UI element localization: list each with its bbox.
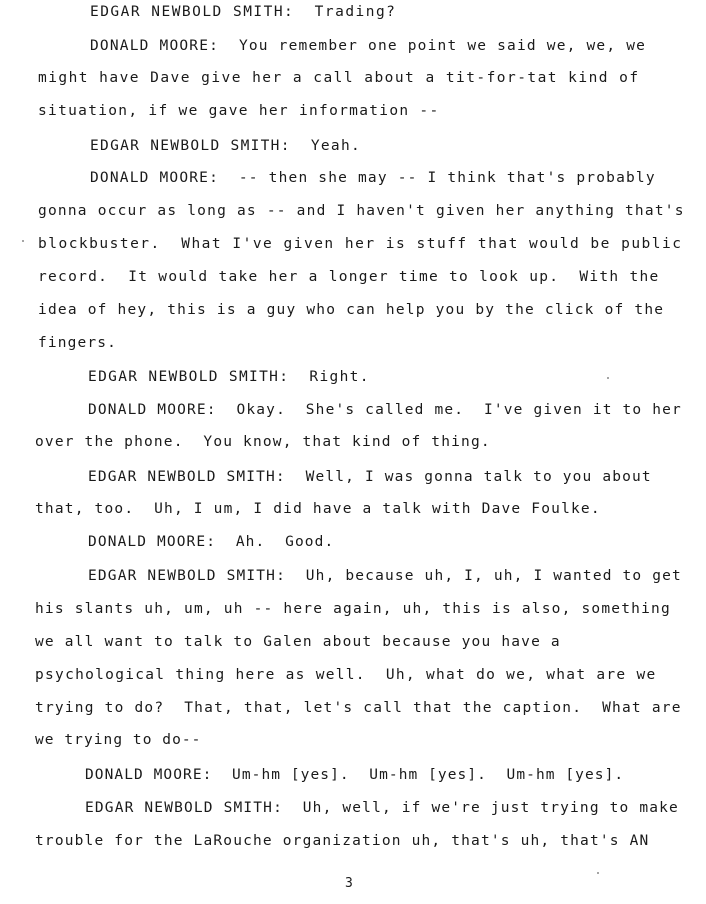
transcript-line: we trying to do-- <box>35 732 202 748</box>
transcript-line: trying to do? That, that, let's call that the caption. What are <box>35 700 682 716</box>
transcript-line: DONALD MOORE: Okay. She's called me. I've given it to her <box>88 402 682 418</box>
transcript-line: we all want to talk to Galen about because you have a <box>35 634 561 650</box>
transcript-line: EDGAR NEWBOLD SMITH: Yeah. <box>90 138 362 154</box>
transcript-line: EDGAR NEWBOLD SMITH: Uh, well, if we're just trying to make <box>85 800 679 816</box>
scan-speck <box>22 240 24 242</box>
transcript-line: fingers. <box>38 335 117 351</box>
page-number: 3 <box>345 876 353 891</box>
transcript-line: EDGAR NEWBOLD SMITH: Uh, because uh, I, uh, I wanted to get <box>88 568 682 584</box>
transcript-line: blockbuster. What I've given her is stuff that would be public <box>38 236 683 252</box>
transcript-line: EDGAR NEWBOLD SMITH: Right. <box>88 369 370 385</box>
transcript-line: over the phone. You know, that kind of thing. <box>35 434 491 450</box>
scan-speck <box>607 377 609 379</box>
transcript-line: trouble for the LaRouche organization uh, that's uh, that's AN <box>35 833 650 849</box>
transcript-line: might have Dave give her a call about a tit-for-tat kind of <box>38 70 640 86</box>
transcript-line: that, too. Uh, I um, I did have a talk with Dave Foulke. <box>35 501 601 517</box>
scan-speck <box>597 872 599 874</box>
transcript-line: gonna occur as long as -- and I haven't given her anything that's <box>38 203 685 219</box>
transcript-line: idea of hey, this is a guy who can help you by the click of the <box>38 302 665 318</box>
transcript-line: psychological thing here as well. Uh, what do we, what are we <box>35 667 657 683</box>
transcript-line: EDGAR NEWBOLD SMITH: Well, I was gonna talk to you about <box>88 469 652 485</box>
transcript-line: DONALD MOORE: You remember one point we said we, we, we <box>90 38 647 54</box>
transcript-line: DONALD MOORE: Ah. Good. <box>88 534 335 550</box>
transcript-line: EDGAR NEWBOLD SMITH: Trading? <box>90 4 397 20</box>
transcript-line: DONALD MOORE: Um-hm [yes]. Um-hm [yes]. Um-hm [yes]. <box>85 767 625 783</box>
transcript-line: record. It would take her a longer time to look up. With the <box>38 269 660 285</box>
transcript-line: DONALD MOORE: -- then she may -- I think that's probably <box>90 170 656 186</box>
transcript-line: his slants uh, um, uh -- here again, uh, this is also, something <box>35 601 671 617</box>
transcript-line: situation, if we gave her information -- <box>38 103 440 119</box>
